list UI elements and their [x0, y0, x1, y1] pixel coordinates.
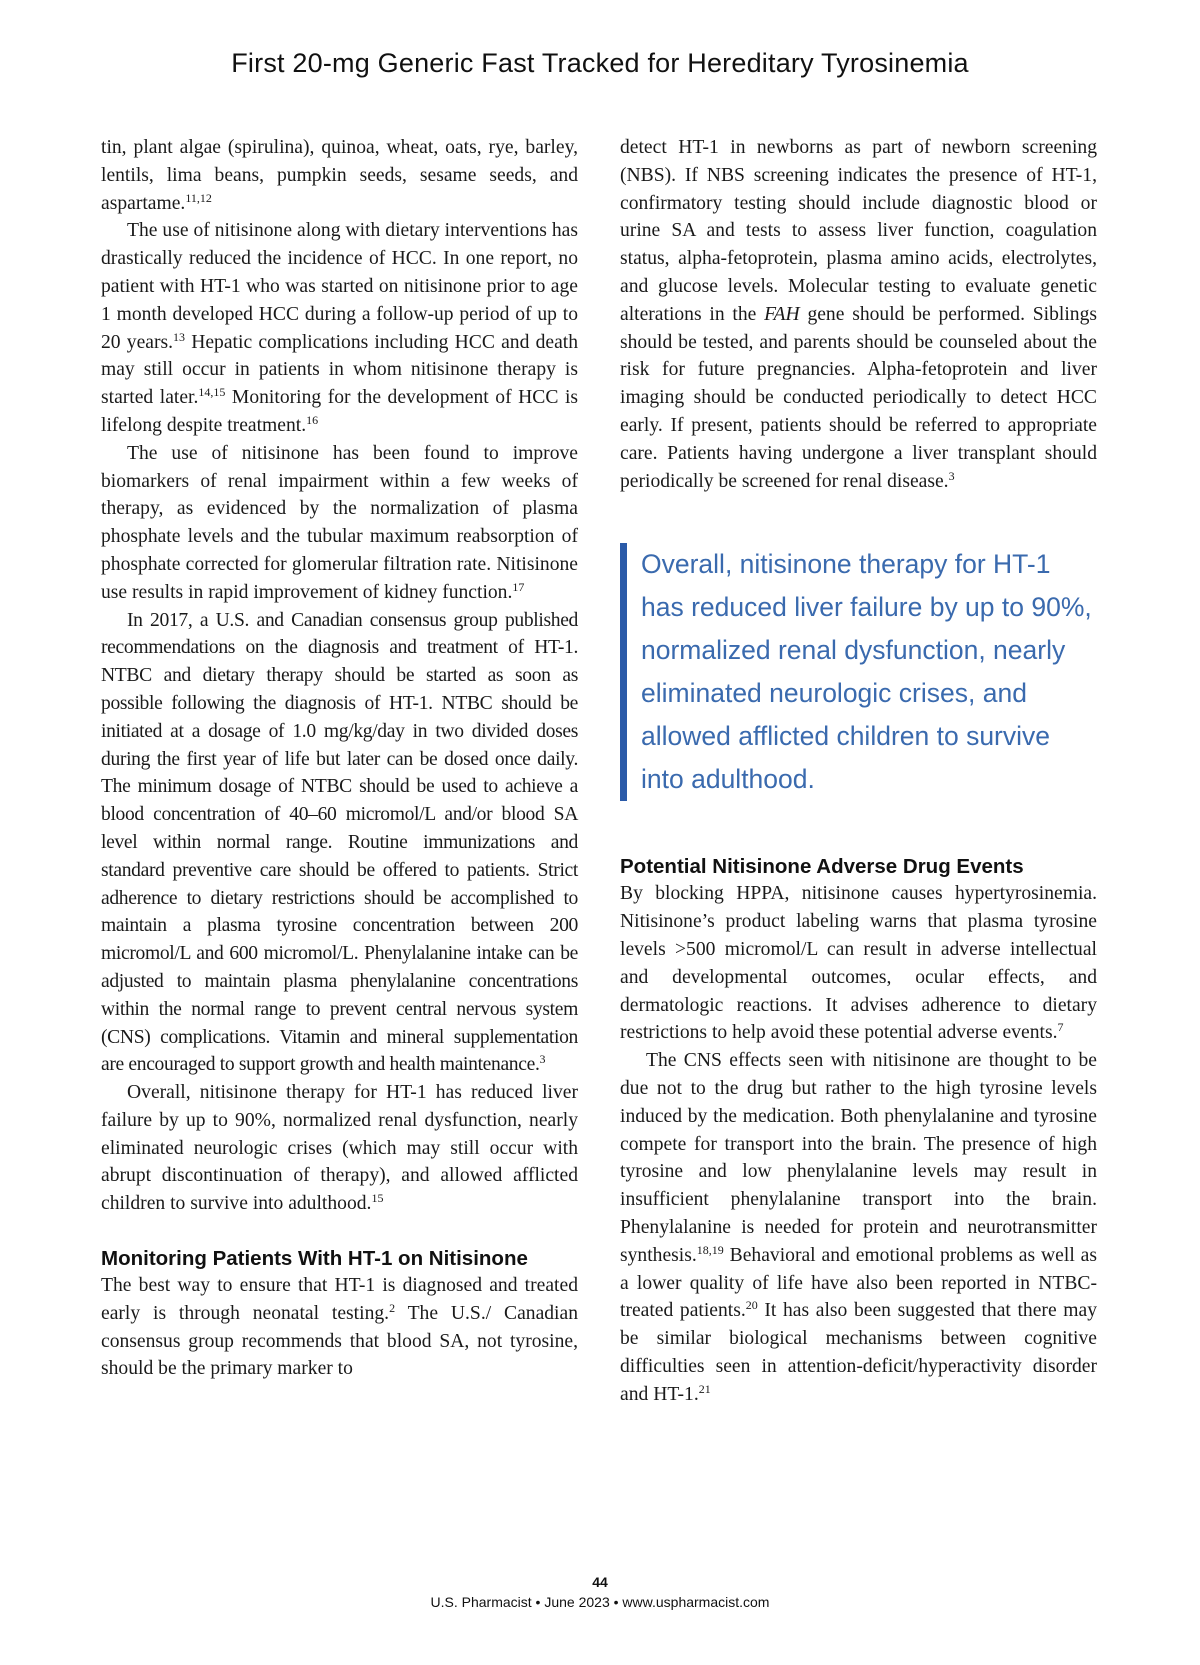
paragraph: The use of nitisinone along with dietary interventions has drastically reduced the incidence of HCC. In one report, no patient with HT-1 who was started on nitisinone prior to age 1 month developed HCC during a follow-up period of up to 20 years.$^{13}$ Hepatic complications including HCC and death may still occur in patients in whom nitisinone therapy is started later.$^{14,15}$ Monitoring for the development of HCC is lifelong despite treatment.$^{16}$ — [101, 220, 579, 436]
paragraph: tin, plant algae (spirulina), quinoa, wheat, oats, rye, barley, lentils, lima beans, pumpkin seeds, sesame seeds, and aspartame.$^{11,12}$ — [101, 137, 578, 214]
citation: 15 — [371, 1191, 384, 1206]
paragraph: By blocking HPPA, nitisinone causes hypertyrosinemia. Nitisinone’s product labeling warns that plasma tyrosine levels >500 micromol/L can result in adverse intellectual and developmental outcomes, ocular effects, and dermatologic reactions. It advises adherence to dietary restrictions to help avoid these potential adverse events.$^7$ — [620, 883, 1097, 1044]
citation: 18,19 — [696, 1242, 724, 1257]
citation: 13 — [173, 329, 186, 344]
paragraph: The use of nitisinone has been found to improve biomarkers of renal impairment within a few weeks of therapy, as evidenced by the normalization of plasma phosphate levels and the tubular maximum reabsorption of phosphate corrected for glomerular filtration rate. Nitisinone use results in rapid improvement of kidney function.$^{17}$ — [101, 442, 578, 603]
pull-quote: Overall, nitisinone therapy for HT-1 has reduced liver failure by up to 90%, normalized renal dysfunction, nearly eliminated neurologic crises, and allowed afflicted children to survive into adulthood. — [620, 543, 1097, 801]
right-column — [620, 134, 1097, 1409]
citation: 11,12 — [185, 190, 212, 205]
paragraph: In 2017, a U.S. and Canadian consensus group published recommendations on the diagnosis and treatment of HT-1. NTBC and dietary therapy should be started as soon as possible following the diagnosis of HT-1. NTBC should be initiated at a dosage of 1.0 mg/kg/day in two divided doses during the first year of life but later can be dosed once daily. The minimum dosage of NTBC should be used to achieve a blood concentration of 40–60 micromol/L and/or blood SA level within normal range. Routine immunizations and standard preventive care should be offered to patients. Strict adherence to dietary restrictions should be accomplished to maintain a plasma tyrosine concentration between 200 micromol/L and 600 micromol/L. Phenylalanine intake can be adjusted to maintain plasma phenylalanine concentrations within the normal range to prevent central nervous system (CNS) complications. Vitamin and mineral supplementation are encouraged to support growth and health maintenance.$^3$ — [101, 609, 578, 1076]
paragraph: The CNS effects seen with nitisinone are thought to be due not to the drug but rather to the high tyrosine levels induced by the medication. Both phenylalanine and tyrosine compete for transport into the brain. The presence of high tyrosine and low phenylalanine levels may result in insufficient phenylalanine transport into the brain. Phenylalanine is needed for protein and neurotransmitter synthesis.$^{18,19}$ Behavioral and emotional problems as well as a lower quality of life have also been reported in NTBC-treated patients.$^{20}$ It has also been suggested that there may be similar biological mechanisms between cognitive difficulties seen in attention-deficit/hyperactivity disorder and HT-1.21 — [620, 1050, 1098, 1405]
citation: 20 — [745, 1298, 758, 1313]
citation: 17 — [512, 579, 525, 594]
citation: 3 — [539, 1052, 546, 1067]
paragraph: Overall, nitisinone therapy for HT-1 has reduced liver failure by up to 90%, normalized renal dysfunction, nearly eliminated neurologic crises (which may still occur with abrupt discontinuation of therapy), and allowed afflicted children to survive into adulthood.$^{15}$ — [101, 1082, 578, 1215]
citation: 16 — [306, 412, 319, 427]
citation: 2 — [389, 1300, 396, 1315]
left-column — [101, 134, 578, 1383]
running-head: First 20-mg Generic Fast Tracked for Hereditary Tyrosinemia — [231, 48, 969, 78]
gene-name: FAH — [764, 303, 800, 325]
page-number: 44 — [592, 1574, 608, 1590]
publication-line: U.S. Pharmacist • June 2023 • www.uspharmacist.com — [430, 1594, 770, 1610]
citation: 3 — [948, 468, 955, 483]
section-heading-monitoring: Monitoring Patients With HT-1 on Nitisinone — [101, 1247, 528, 1271]
paragraph: detect HT-1 in newborns as part of newborn screening (NBS). If NBS screening indicates the presence of HT-1, confirmatory testing should include diagnostic blood or urine SA and tests to assess liver function, coagulation status, alpha-fetoprotein, plasma amino acids, electrolytes, and glucose levels. Molecular testing to evaluate genetic alterations in the FAH gene should be performed. Siblings should be tested, and parents should be counseled about the risk for future pregnancies. Alpha-fetoprotein and liver imaging should be conducted periodically to detect HCC early. If present, patients should be referred to appropriate care. Patients having undergone a liver transplant should periodically be screened for renal disease.$^3$ — [620, 137, 1097, 492]
citation: 21 — [698, 1381, 711, 1396]
paragraph: The best way to ensure that HT-1 is diagnosed and treated early is through neonatal testing.$^2$ The U.S./ Canadian consensus group recommends that blood SA, not tyrosine, should be the primary marker to — [101, 1275, 578, 1380]
citation: 7 — [1057, 1020, 1064, 1035]
section-heading-adverse-events: Potential Nitisinone Adverse Drug Events — [620, 855, 1024, 879]
citation: 14,15 — [198, 385, 226, 400]
